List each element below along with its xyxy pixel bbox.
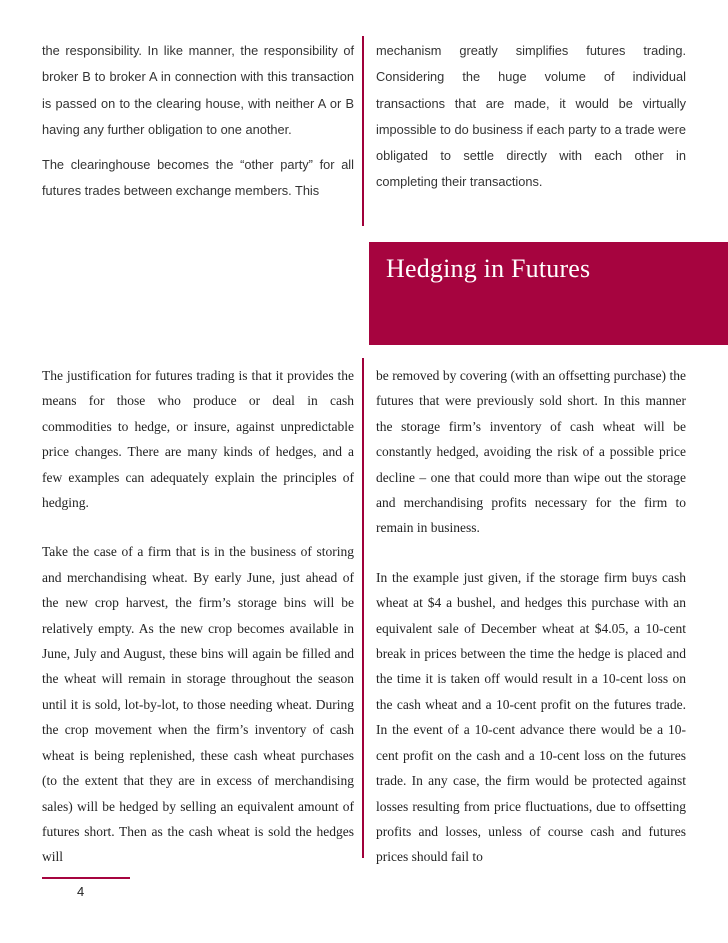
page-number: 4 <box>77 884 85 899</box>
footer-rule <box>42 877 130 879</box>
section-banner <box>369 242 728 345</box>
paragraph: the responsibility. In like manner, the responsibility of broker B to broker A in connection with this transaction is passed on to the clearing house, with neither A or B having any further obligation to one another. <box>42 43 354 137</box>
paragraph: mechanism greatly simplifies futures trading. Considering the huge volume of individual transactions that are made, it would be virtually impossible to do business if each party to a trade were obligated to settle directly with each other in completing their transactions. <box>376 43 686 190</box>
column-divider <box>362 358 364 858</box>
paragraph: Take the case of a firm that is in the business of storing and merchandising wheat. By early June, just ahead of the new crop harvest, the firm’s storage bins will be relatively empty. As the new crop becomes available in June, July and August, these bins will again be filled and the wheat will remain in storage throughout the season until it is sold, lot-by-lot, to those needing wheat. During the crop movement when the firm’s inventory of cash wheat is being replenished, these cash wheat purchases (to the extent that they are in excess of merchandising sales) will be hedged by selling an equivalent amount of futures short. Then as the cash wheat is sold the hedges will <box>42 544 354 865</box>
paragraph: be removed by covering (with an offsetting purchase) the futures that were previously sold short. In this manner the storage firm’s inventory of cash wheat will be constantly hedged, avoiding the risk of a possible price decline – one that could more than wipe out the storage and merchandising profits necessary for the firm to remain in business. <box>376 368 686 536</box>
paragraph: The justification for futures trading is that it provides the means for those who produce or deal in cash commodities to hedge, or insure, against unpredictable price changes. There are many kinds of hedges, and a few examples can adequately explain the principles of hedging. <box>42 368 354 511</box>
top-left-column <box>42 38 354 205</box>
bottom-right-column <box>376 363 686 870</box>
bottom-left-column <box>42 363 354 870</box>
top-right-column <box>376 38 686 196</box>
paragraph: The clearinghouse becomes the “other party” for all futures trades between exchange members. This <box>42 157 354 199</box>
paragraph: In the example just given, if the storage firm buys cash wheat at $4 a bushel, and hedges this purchase with an equivalent sale of December wheat at $4.05, a 10-cent break in prices between the time the hedge is placed and the time it is taken off would result in a 10-cent loss on the cash wheat and a 10-cent profit on the futures trade. In the event of a 10-cent advance there would be a 10-cent profit on the cash and a 10-cent loss on the futures trade. In any case, the firm would be protected against losses resulting from price fluctuations, due to offsetting profits and losses, unless of course cash and futures prices should fail to <box>376 569 686 865</box>
section-title: Hedging in Futures <box>386 254 591 283</box>
column-divider <box>362 36 364 226</box>
